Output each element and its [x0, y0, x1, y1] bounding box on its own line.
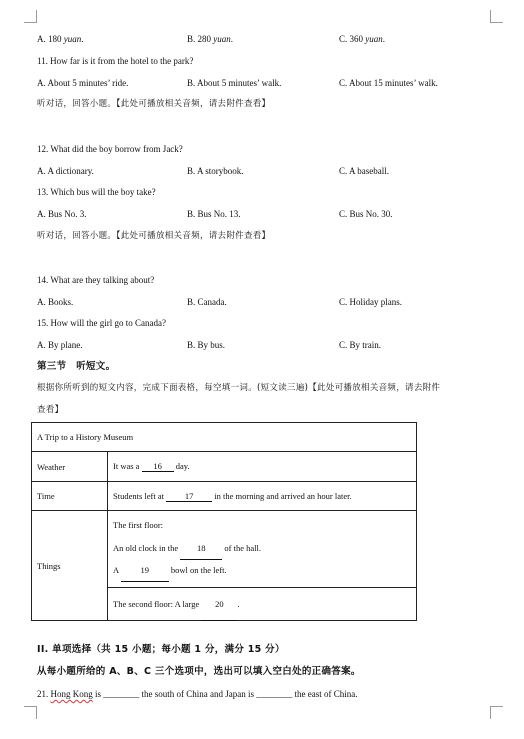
q13-option-a: A. Bus No. 3.	[37, 209, 87, 219]
things-label: Things	[32, 511, 108, 621]
q12-question: 12. What did the boy borrow from Jack?	[37, 144, 183, 154]
q12-option-b: B. A storybook.	[187, 166, 244, 176]
q11-option-c: C. About 15 minutes’ walk.	[339, 78, 438, 88]
page-corner-mark	[490, 706, 503, 719]
q15-question: 15. How will the girl go to Canada?	[37, 318, 166, 328]
part-2-heading: II. 单项选择（共 15 小题；每小题 1 分，满分 15 分）	[37, 644, 285, 655]
q14-question: 14. What are they talking about?	[37, 275, 155, 285]
q10-option-c: C. 360 yuan.	[339, 34, 386, 44]
blank-20: 20	[201, 588, 237, 621]
page-corner-mark	[24, 10, 37, 23]
q12-option-a: A. A dictionary.	[37, 166, 94, 176]
page-corner-mark	[24, 706, 37, 719]
blank-17: 17	[166, 491, 212, 502]
q11-option-b: B. About 5 minutes’ walk.	[187, 78, 282, 88]
time-cell: Students left at 17 in the morning and arrived an hour later.	[108, 482, 417, 511]
section-3-instruction-cont: 查看】	[37, 405, 64, 415]
q15-option-b: B. By bus.	[187, 340, 226, 350]
q15-option-c: C. By train.	[339, 340, 381, 350]
q14-option-b: B. Canada.	[187, 297, 227, 307]
page-corner-mark	[490, 10, 503, 23]
blank-16: 16	[142, 461, 174, 472]
clock-line: An old clock in the 18 of the hall.	[113, 537, 411, 559]
blank-18: 18	[180, 537, 222, 560]
q12-option-c: C. A baseball.	[339, 166, 389, 176]
bowl-line: A 19 bowl on the left.	[113, 559, 411, 581]
museum-trip-table	[31, 422, 417, 621]
q10-option-b: B. 280 yuan.	[187, 34, 234, 44]
time-label: Time	[32, 482, 108, 511]
section-3-heading: 第三节 听短文。	[37, 361, 116, 372]
q14-option-a: A. Books.	[37, 297, 74, 307]
table-title: A Trip to a History Museum	[32, 423, 417, 452]
q13-option-b: B. Bus No. 13.	[187, 209, 241, 219]
q21-question: 21. Hong Kong is ________ the south of China and Japan is ________ the east of China.	[37, 689, 358, 699]
q11-question: 11. How far is it from the hotel to the park?	[37, 56, 194, 66]
q13-question: 13. Which bus will the boy take?	[37, 187, 156, 197]
part-2-instruction: 从每小题所给的 A、B、C 三个选项中，选出可以填入空白处的正确答案。	[37, 666, 361, 677]
q15-option-a: A. By plane.	[37, 340, 83, 350]
audio-instruction: 听对话，回答小题。【此处可播放相关音频，请去附件查看】	[37, 99, 271, 109]
weather-label: Weather	[32, 452, 108, 482]
audio-instruction: 听对话，回答小题。【此处可播放相关音频，请去附件查看】	[37, 231, 271, 241]
q11-option-a: A. About 5 minutes’ ride.	[37, 78, 129, 88]
blank-19: 19	[121, 559, 169, 582]
section-3-instruction: 根据你所听到的短文内容，完成下面表格，每空填一词。(短文读三遍)【此处可播放相关音频，请去附件	[37, 383, 441, 393]
first-floor-label: The first floor:	[113, 520, 164, 530]
q14-option-c: C. Holiday plans.	[339, 297, 402, 307]
second-floor-line: The second floor: A large 20 .	[113, 588, 411, 620]
q13-option-c: C. Bus No. 30.	[339, 209, 393, 219]
things-cell	[108, 511, 417, 621]
q10-option-a: A. 180 yuan.	[37, 34, 84, 44]
weather-cell: It was a 16 day.	[108, 452, 417, 482]
